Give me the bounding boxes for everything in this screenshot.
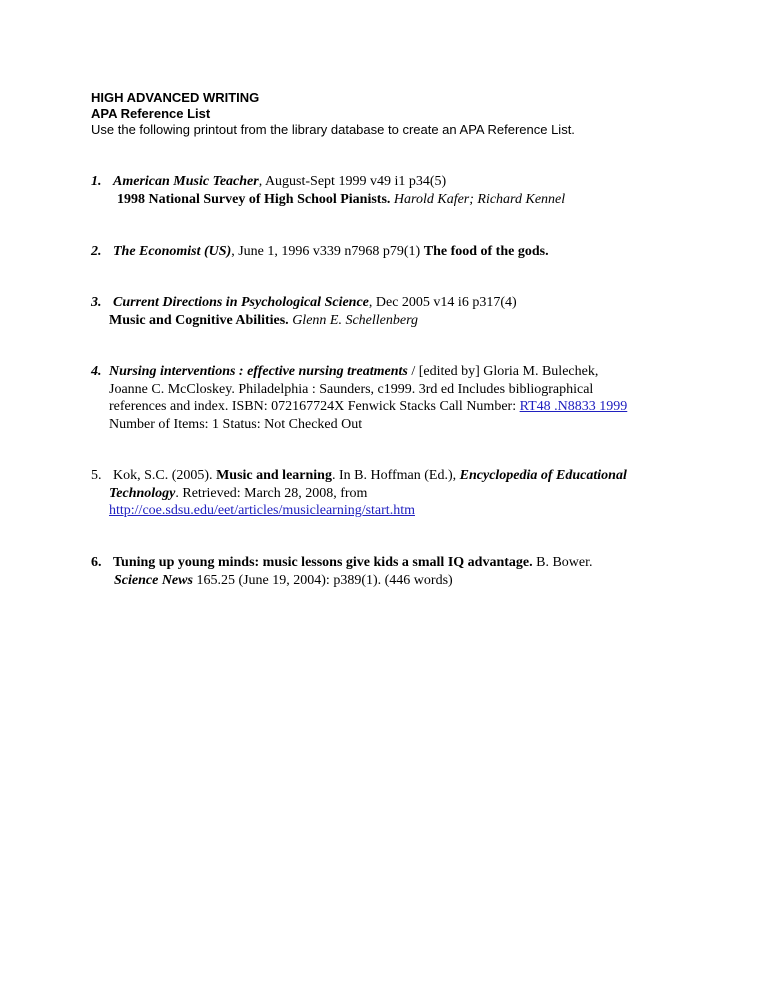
isbn-call-number: references and index. ISBN: 072167724X Fenwick Stacks Call Number:	[109, 399, 520, 414]
retrieved-date: . Retrieved: March 28, 2008, from	[175, 485, 368, 501]
book-title: Nursing interventions : effective nursing treatments	[109, 364, 408, 379]
ref-number: 1.	[91, 174, 102, 189]
reference-4	[91, 363, 691, 433]
ref-number: 2.	[91, 244, 102, 259]
reference-5	[91, 467, 691, 520]
call-number-link[interactable]: RT48 .N8833 1999	[519, 399, 628, 414]
list-subtitle: APA Reference List	[91, 106, 211, 121]
journal-name: American Music Teacher	[113, 174, 259, 189]
editor-info: . In B. Hoffman (Ed.),	[331, 468, 460, 483]
reference-2	[91, 243, 691, 261]
article-title: 1998 National Survey of High School Pianists.	[117, 191, 391, 207]
authors: Harold Kafer; Richard Kennel	[390, 191, 566, 207]
journal-name: Current Directions in Psychological Science	[113, 295, 369, 310]
encyclopedia-title: Encyclopedia of Educational	[459, 468, 627, 483]
issue-details: 165.25 (June 19, 2004): p389(1). (446 words)	[192, 572, 453, 588]
publication-info: Joanne C. McCloskey. Philadelphia : Saunders, c1999. 3rd ed Includes bibliographical	[109, 381, 594, 397]
ref-number: 4.	[91, 364, 102, 379]
article-url-link[interactable]: http://coe.sdsu.edu/eet/articles/musiclearning/start.htm	[109, 503, 415, 518]
course-title: HIGH ADVANCED WRITING	[91, 90, 260, 105]
reference-3	[91, 294, 691, 329]
ref-number: 5.	[91, 468, 102, 483]
journal-name: Science News	[114, 572, 193, 588]
editors: / [edited by] Gloria M. Bulechek,	[407, 364, 599, 379]
item-status: Number of Items: 1 Status: Not Checked Out	[109, 416, 363, 432]
article-title: Music and Cognitive Abilities.	[109, 312, 289, 328]
article-title: The food of the gods.	[423, 244, 549, 259]
author: B. Bower.	[532, 555, 593, 570]
journal-name: The Economist (US)	[113, 244, 232, 259]
reference-1	[91, 173, 691, 208]
issue-details: , August-Sept 1999 v49 i1 p34(5)	[258, 174, 447, 189]
article-title: Tuning up young minds: music lessons give kids a small IQ advantage.	[113, 555, 533, 570]
ref-number: 3.	[91, 295, 102, 310]
article-title: Music and learning	[216, 468, 332, 483]
reference-6	[91, 554, 691, 589]
author-year: Kok, S.C. (2005).	[113, 468, 217, 483]
encyclopedia-title-cont: Technology	[109, 485, 176, 501]
issue-details: , Dec 2005 v14 i6 p317(4)	[368, 295, 517, 310]
instructions: Use the following printout from the library database to create an APA Reference List.	[91, 122, 575, 137]
ref-number: 6.	[91, 555, 102, 570]
authors: Glenn E. Schellenberg	[288, 312, 419, 328]
issue-details: , June 1, 1996 v339 n7968 p79(1)	[231, 244, 424, 259]
